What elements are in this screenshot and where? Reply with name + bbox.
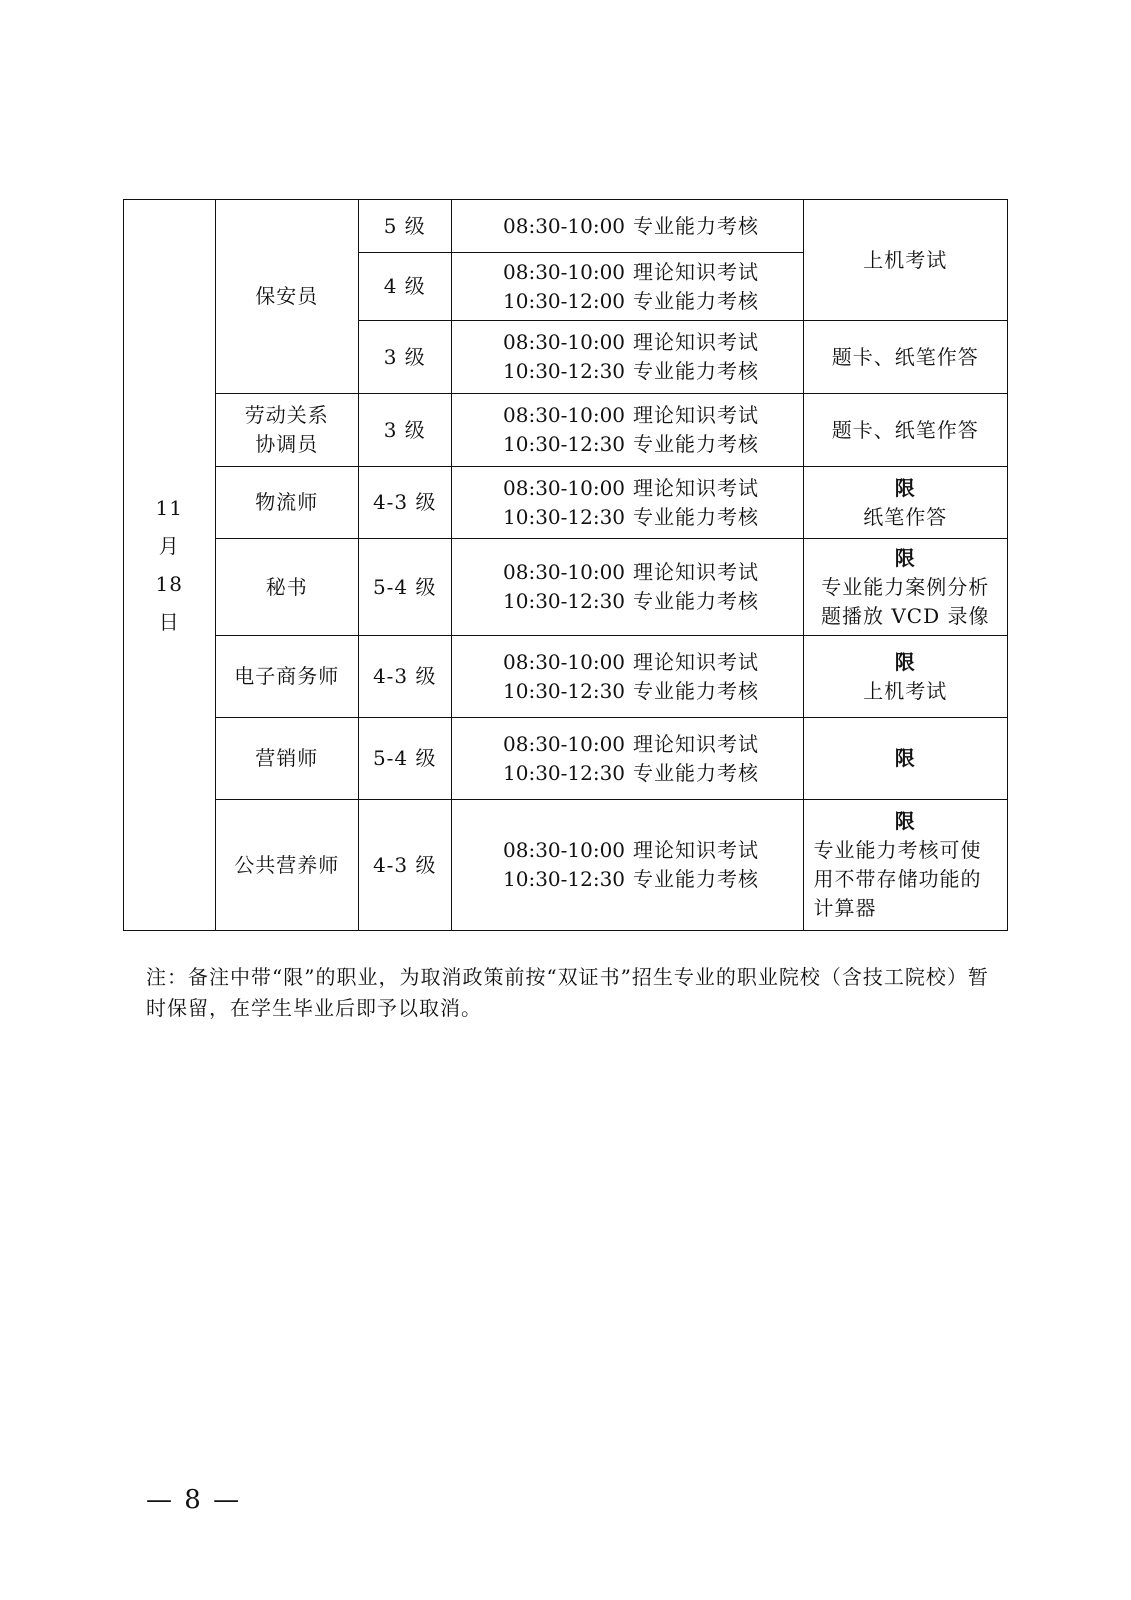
session-subject: 理论知识考试 [633,403,760,427]
restricted-mark: 限 [894,746,916,770]
session-line [452,258,803,287]
session-cell [451,394,803,467]
restricted-mark: 限 [894,475,916,500]
session-time: 08:30-10:00 [503,213,626,238]
table-row [124,636,1008,718]
table-row [124,800,1008,931]
session-time: 08:30-10:00 [503,475,626,500]
date-cell [124,200,216,931]
remark-cell [803,394,1008,467]
occupation-cell: 电子商务师 [215,636,358,718]
session-cell [451,539,803,636]
session-subject: 理论知识考试 [633,259,760,284]
remark-line: 题卡、纸笔作答 [831,417,979,442]
session-subject: 专业能力考核 [633,432,760,456]
remark-cell [803,200,1008,321]
session-line [452,401,803,430]
session-subject: 理论知识考试 [633,475,760,500]
table-row [124,718,1008,800]
occupation-cell [215,394,358,467]
session-line [452,430,803,459]
session-line [452,836,803,865]
occupation-line: 协调员 [255,432,319,456]
session-subject: 理论知识考试 [633,330,760,354]
session-subject: 专业能力考核 [633,760,760,785]
session-subject: 专业能力考核 [633,678,760,703]
remark-cell [803,539,1008,636]
session-subject: 专业能力考核 [633,359,760,383]
page-number: — 8 — [146,1485,242,1515]
restricted-mark: 限 [894,809,916,833]
session-time: 10:30-12:30 [503,359,626,383]
session-cell [451,718,803,800]
remark-cell [803,800,1008,931]
session-line [452,865,803,894]
session-time: 10:30-12:30 [503,504,626,529]
occupation-cell: 公共营养师 [215,800,358,931]
table-row [124,200,1008,253]
session-cell [451,321,803,394]
remark-line: 专业能力考核可使 [813,838,982,862]
session-line [452,648,803,677]
date-month-char: 月 [158,534,180,558]
occupation-cell: 营销师 [215,718,358,800]
level-cell: 4-3 级 [358,800,451,931]
remark-cell [803,321,1008,394]
remark-line: 上机考试 [863,678,948,703]
remark-line: 题播放 VCD 录像 [821,603,990,628]
table-row [124,394,1008,467]
level-cell: 3 级 [358,321,451,394]
table-row [124,467,1008,539]
level-cell: 3 级 [358,394,451,467]
session-cell [451,200,803,253]
table-row [124,539,1008,636]
occupation-cell: 秘书 [215,539,358,636]
session-line [452,558,803,587]
occupation-cell: 保安员 [215,200,358,394]
session-line [452,677,803,706]
session-time: 10:30-12:00 [503,288,626,313]
level-cell: 4 级 [358,253,451,321]
session-line [452,328,803,357]
session-time: 08:30-10:00 [503,731,626,756]
session-cell [451,467,803,539]
session-time: 08:30-10:00 [503,560,626,584]
session-time: 10:30-12:30 [503,867,626,891]
session-line [452,503,803,532]
session-time: 10:30-12:30 [503,760,626,785]
session-subject: 专业能力考核 [633,867,760,891]
session-line [452,474,803,503]
remark-line: 上机考试 [863,247,948,272]
date-day-char: 日 [158,610,180,634]
remark-line: 用不带存储功能的 [813,867,982,891]
occupation-cell: 物流师 [215,467,358,539]
remark-cell [803,467,1008,539]
session-time: 08:30-10:00 [503,259,626,284]
remark-line: 纸笔作答 [863,504,948,529]
session-time: 10:30-12:30 [503,432,626,456]
session-line [452,759,803,788]
date-day-num: 18 [155,572,183,596]
session-time: 10:30-12:30 [503,678,626,703]
session-cell [451,636,803,718]
session-line [452,287,803,316]
session-time: 08:30-10:00 [503,330,626,354]
level-cell: 4-3 级 [358,636,451,718]
session-subject: 理论知识考试 [633,731,760,756]
level-cell: 5 级 [358,200,451,253]
session-line [452,730,803,759]
level-cell: 5-4 级 [358,718,451,800]
restricted-mark: 限 [894,545,916,570]
restricted-mark: 限 [894,649,916,674]
session-subject: 理论知识考试 [633,838,760,862]
session-cell [451,800,803,931]
occupation-line: 劳动关系 [244,403,329,427]
session-subject: 专业能力考核 [633,213,760,238]
remark-cell [803,636,1008,718]
session-time: 08:30-10:00 [503,649,626,674]
level-cell: 5-4 级 [358,539,451,636]
remark-line: 计算器 [813,896,877,920]
footnote: 注：备注中带“限”的职业，为取消政策前按“双证书”招生专业的职业院校（含技工院校）暂时保留，在学生毕业后即予以取消。 [146,965,989,1020]
date-month-num: 11 [155,496,183,520]
session-line [452,587,803,616]
session-subject: 专业能力考核 [633,288,760,313]
remark-line: 专业能力案例分析 [821,574,990,599]
exam-schedule-table [123,199,1008,931]
session-time: 10:30-12:30 [503,589,626,613]
session-time: 08:30-10:00 [503,403,626,427]
session-cell [451,253,803,321]
session-line [452,212,803,241]
session-subject: 专业能力考核 [633,589,760,613]
level-cell: 4-3 级 [358,467,451,539]
session-subject: 理论知识考试 [633,560,760,584]
remark-line: 题卡、纸笔作答 [831,344,979,369]
session-line [452,357,803,386]
session-subject: 理论知识考试 [633,649,760,674]
remark-cell [803,718,1008,800]
session-subject: 专业能力考核 [633,504,760,529]
session-time: 08:30-10:00 [503,838,626,862]
